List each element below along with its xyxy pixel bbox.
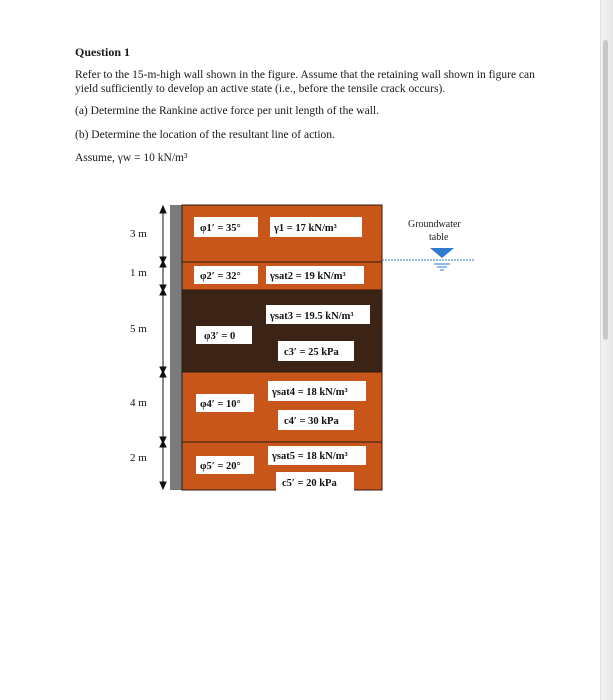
question-part-b: (b) Determine the location of the resultant line of action.: [75, 129, 335, 141]
phi-label-3: φ3′ = 0: [204, 331, 236, 342]
question-title: Question 1: [75, 45, 131, 59]
depth-label-4: 4 m: [130, 397, 147, 409]
assumption-line: Assume, γw = 10 kN/m³: [75, 152, 188, 164]
gamma-label-4: γsat4 = 18 kN/m³: [272, 387, 348, 398]
gamma-label-3: γsat3 = 19.5 kN/m³: [270, 311, 354, 322]
c-label-3: c3′ = 25 kPa: [284, 347, 339, 358]
question-part-a: (a) Determine the Rankine active force per unit length of the wall.: [75, 105, 379, 117]
depth-label-1: 3 m: [130, 228, 147, 240]
scrollbar[interactable]: [603, 40, 608, 340]
dimension-line: [160, 206, 166, 489]
depth-label-2: 1 m: [130, 267, 147, 279]
c-label-4: c4′ = 30 kPa: [284, 416, 339, 427]
gamma-label-2: γsat2 = 19 kN/m³: [270, 271, 346, 282]
phi-label-1: φ1′ = 35°: [200, 223, 241, 234]
phi-label-2: φ2′ = 32°: [200, 271, 241, 282]
depth-label-5: 2 m: [130, 452, 147, 464]
gamma-label-1: γ1 = 17 kN/m³: [274, 223, 337, 234]
phi-label-4: φ4′ = 10°: [200, 399, 241, 410]
question-intro: Refer to the 15-m-high wall shown in the figure. Assume that the retaining wall shown in figure can yield sufficiently to develop an active state (i.e., before the tensile crack occurs).: [75, 69, 535, 95]
groundwater-label: Groundwater: [408, 219, 461, 230]
gamma-label-5: γsat5 = 18 kN/m³: [272, 451, 348, 462]
water-table-icon: [430, 248, 454, 258]
groundwater-label-2: table: [429, 232, 449, 243]
phi-label-5: φ5′ = 20°: [200, 461, 241, 472]
depth-label-3: 5 m: [130, 323, 147, 335]
c-label-5: c5′ = 20 kPa: [282, 478, 337, 489]
retaining-wall: [170, 205, 182, 490]
